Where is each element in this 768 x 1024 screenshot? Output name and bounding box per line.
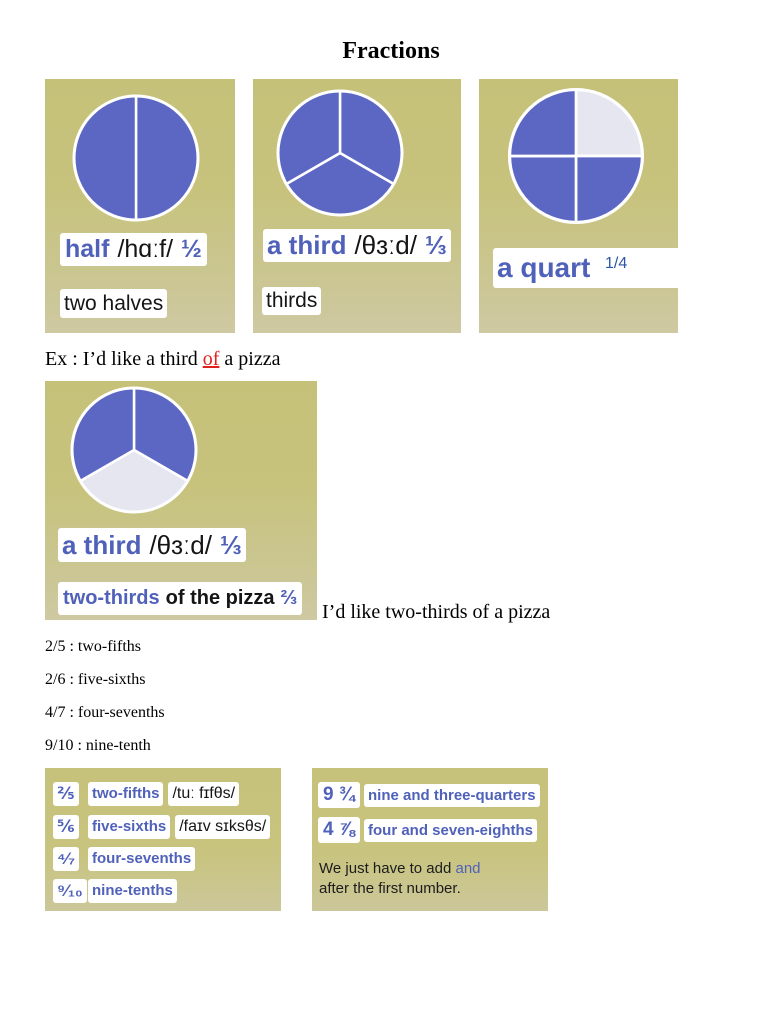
example-sentence — [45, 347, 280, 371]
quarter-pie-diagram — [501, 81, 651, 231]
third-pie-diagram — [270, 83, 410, 223]
pie-slice-shaded — [136, 96, 198, 220]
fraction-symbol: ⅓ — [219, 530, 242, 560]
fraction-symbol: ⅓ — [424, 230, 447, 260]
page-title: Fractions — [342, 38, 440, 64]
fraction-word: a third — [267, 230, 347, 260]
quarter-fraction-overlay: 1/4 — [605, 255, 628, 272]
third-plural-label: thirds — [262, 287, 321, 315]
fraction-symbol: ⅚ — [53, 815, 79, 839]
mixed-number-symbol: 4 ⅞ — [318, 817, 360, 843]
phrase-rest: of the pizza — [165, 587, 275, 609]
phonetic-text: /θɜːd/ — [354, 230, 417, 260]
fraction-symbol: ⅖ — [53, 782, 79, 806]
phonetic-text: /tuː fɪfθs/ — [168, 782, 239, 806]
fraction-word: five-sixths — [88, 815, 170, 839]
half-plural-label: two halves — [60, 289, 167, 318]
pizza-phrase-label — [58, 582, 302, 615]
fraction-word: half — [65, 235, 110, 263]
third-fraction-image — [253, 79, 461, 333]
pizza-caption: I’d like two-thirds of a pizza — [322, 601, 551, 623]
fraction-word: two-fifths — [88, 782, 163, 806]
mixed-number-note — [319, 859, 481, 899]
phrase-highlight: two-thirds — [63, 587, 160, 609]
mixed-number-word: nine and three-quarters — [364, 784, 540, 807]
phrase-symbol: ⅔ — [280, 587, 298, 609]
mixed-number-word: four and seven-eighths — [364, 819, 537, 842]
pizza-pie-diagram — [64, 381, 204, 520]
phonetic-text: /hɑːf/ — [117, 235, 174, 263]
mixed-number-symbol: 9 ¾ — [318, 782, 360, 808]
fraction-name-group — [88, 782, 239, 806]
note-text-end: after the first number. — [319, 880, 461, 897]
half-word-label — [60, 233, 207, 266]
fraction-word: four-sevenths — [88, 847, 195, 871]
pizza-fraction-image — [45, 381, 317, 620]
fraction-row — [45, 815, 281, 839]
fraction-symbol: ⁹⁄₁₀ — [53, 879, 87, 903]
mixed-number-row — [312, 817, 548, 843]
fraction-name-group — [88, 847, 195, 871]
fraction-name-group — [88, 815, 270, 839]
fraction-row — [45, 847, 281, 871]
note-highlight: and — [455, 860, 481, 877]
fraction-line: 2/5 : two-fifths — [45, 638, 141, 655]
fraction-word: a quart — [497, 252, 591, 283]
mixed-number-row — [312, 782, 548, 808]
fraction-line: 2/6 : five-sixths — [45, 671, 146, 688]
phonetic-text: /faɪv sɪksθs/ — [175, 815, 270, 839]
half-fraction-image — [45, 79, 235, 333]
mixed-numbers-image — [312, 768, 548, 911]
highlighted-word: of — [202, 348, 220, 370]
example-text-start: Ex : I’d like a third — [45, 348, 198, 370]
fraction-line: 9/10 : nine-tenth — [45, 737, 151, 754]
fraction-name-group — [88, 879, 177, 903]
pizza-word-label — [58, 528, 246, 562]
fraction-word: a third — [62, 530, 142, 560]
third-word-label — [263, 229, 451, 262]
pie-slice-shaded — [74, 96, 136, 220]
fraction-word: nine-tenths — [88, 879, 177, 903]
note-text-start: We just have to add — [319, 860, 452, 877]
phonetic-text: /θɜːd/ — [149, 530, 212, 560]
fraction-names-image — [45, 768, 281, 911]
fraction-symbol: ⁴⁄₇ — [53, 847, 79, 871]
fraction-row — [45, 782, 281, 806]
fraction-row — [45, 879, 281, 903]
fraction-line: 4/7 : four-sevenths — [45, 704, 165, 721]
example-text-end: a pizza — [224, 348, 281, 370]
half-pie-diagram — [66, 88, 206, 228]
fraction-symbol: ½ — [181, 235, 202, 263]
quarter-word-label — [493, 248, 678, 288]
quarter-fraction-image — [479, 79, 678, 333]
